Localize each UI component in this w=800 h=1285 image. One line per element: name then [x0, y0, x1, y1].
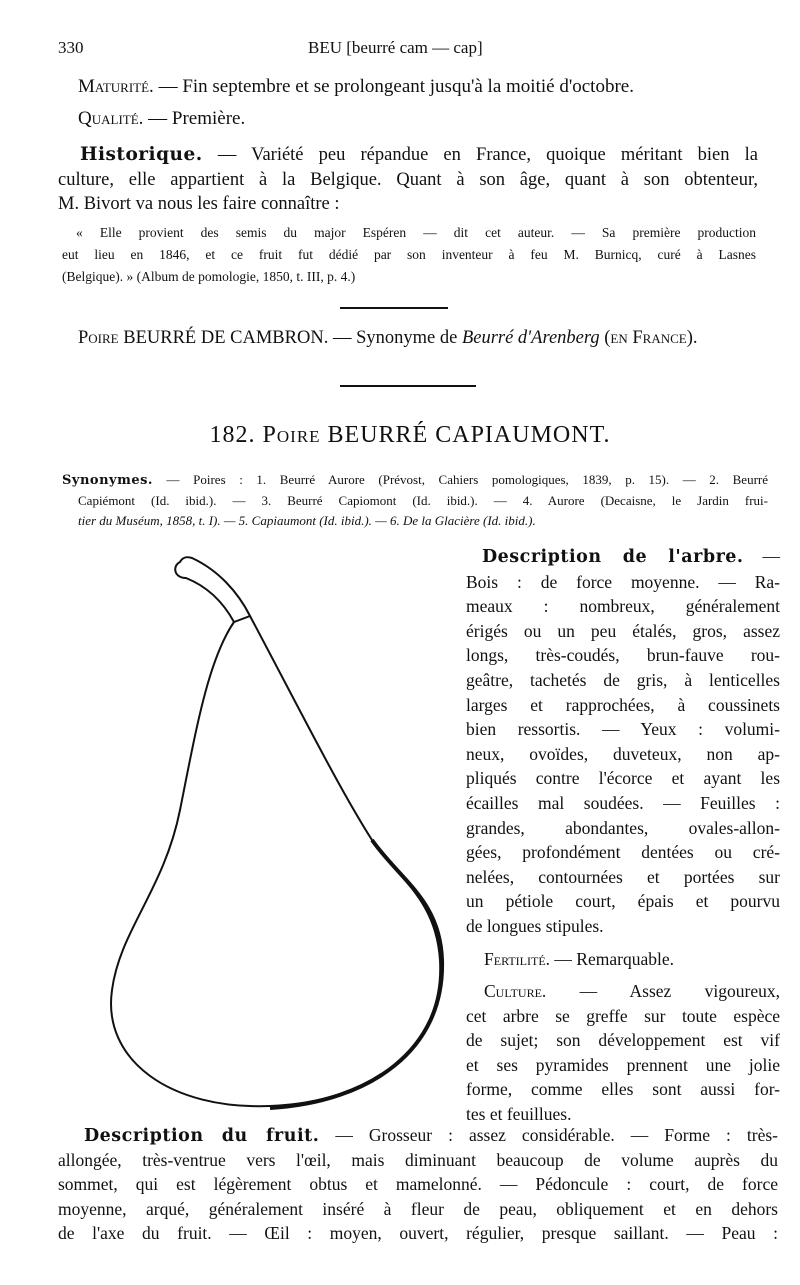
- running-title: BEU [beurré cam — cap]: [308, 38, 483, 57]
- text-line: M. Bivort va nous les faire connaître :: [58, 194, 340, 214]
- synonym-name: BEURRÉ DE CAMBRON.: [123, 328, 329, 348]
- text-line: bien ressortis. — Yeux : volumi-: [466, 719, 780, 740]
- text-line: — Grosseur : assez considérable. — Forme : très-: [319, 1125, 778, 1145]
- synonymes-paragraph: [62, 470, 768, 531]
- text-line: un pétiole court, épais et pourvu: [466, 891, 780, 912]
- synonym-ref: Beurré d'Arenberg: [461, 328, 600, 348]
- text-line: neux, ovoïdes, duveteux, non ap-: [466, 743, 780, 764]
- text-line: Bois : de force moyenne. — Ra-: [466, 571, 780, 592]
- text-line: —: [743, 546, 780, 566]
- text-line: tier du Muséum, 1858, t. I). — 5. Capiaumont (Id. ibid.). — 6. De la Glacière (Id. ibid.).: [78, 513, 536, 528]
- qualite-text: — Première.: [143, 108, 246, 129]
- entry-prefix: Poire: [262, 422, 321, 448]
- text-line: gées, profondément dentées ou cré-: [466, 842, 780, 863]
- entry-title: [0, 422, 800, 449]
- text-line: moyenne, arqué, généralement inséré à fleur de peau, obliquement et en dehors: [58, 1198, 778, 1219]
- text-line: Capiémont (Id. ibid.). — 3. Beurré Capiomont (Id. ibid.). — 4. Aurore (Decaisne, le Jardin frui-: [78, 493, 768, 508]
- text-line: cet arbre se greffe sur toute espèce: [466, 1005, 780, 1026]
- maturite-text: — Fin septembre et se prolongeant jusqu'à la moitié d'octobre.: [153, 76, 634, 97]
- text-line: de longues stipules.: [466, 915, 604, 936]
- fertilite-text: — Remarquable.: [550, 948, 674, 969]
- maturite-line: [78, 76, 700, 98]
- text-line: allongée, très-ventrue vers l'œil, mais diminuant beaucoup de volume auprès du: [58, 1150, 778, 1171]
- qualite-label: Qualité.: [78, 108, 144, 129]
- qualite-line: [78, 108, 700, 130]
- synonymes-label: Synonymes.: [62, 473, 153, 488]
- text-line: — Variété peu répandue en France, quoique méritant bien la: [202, 145, 758, 165]
- text-line: — Assez vigoureux,: [546, 981, 780, 1002]
- text-line: meaux : nombreux, généralement: [466, 596, 780, 617]
- historique-paragraph: [58, 143, 758, 217]
- fruit-paragraph: [58, 1123, 778, 1245]
- text-line: tes et feuillues.: [466, 1104, 572, 1125]
- text-line: (Belgique). » (Album de pomologie, 1850, t. III, p. 4.): [62, 269, 356, 284]
- text-line: écailles mal soudées. — Feuilles :: [466, 792, 780, 813]
- text-line: geâtre, tachetés de gris, à lenticelles: [466, 669, 780, 690]
- text-line: de sujet; son développement est vif: [466, 1030, 780, 1051]
- text-line: nelées, contournées et portées sur: [466, 866, 780, 887]
- fertilite-label: Fertilité.: [484, 948, 551, 969]
- entry-name: BEURRÉ CAPIAUMONT.: [327, 422, 611, 448]
- divider: [340, 385, 476, 387]
- maturite-label: Maturité.: [78, 76, 154, 97]
- text-line: longs, très-coudés, brun-fauve rou-: [466, 645, 780, 666]
- text-line: forme, comme elles sont aussi for-: [466, 1079, 780, 1100]
- arbre-paragraph: [466, 544, 780, 1127]
- text-line: et ses pyramides prennent une jolie: [466, 1054, 780, 1075]
- pear-illustration: [100, 550, 460, 1120]
- divider: [340, 307, 448, 309]
- text-line: culture, elle appartient à la Belgique. Quant à son âge, quant à son obtenteur,: [58, 169, 758, 190]
- text-line: érigés ou un peu étalés, gros, assez: [466, 620, 780, 641]
- synonym-prefix: Poire: [78, 328, 119, 348]
- synonym-entry: [78, 328, 698, 349]
- historique-label: Historique.: [80, 144, 203, 165]
- quote-paragraph: [62, 222, 756, 288]
- synonym-suffix: (en France).: [599, 328, 698, 348]
- text-line: « Elle provient des semis du major Espéren — dit cet auteur. — Sa première production: [76, 225, 756, 240]
- fertilite-line: [466, 947, 780, 972]
- fruit-label: Description du fruit.: [84, 1126, 320, 1146]
- culture-label: Culture.: [484, 981, 547, 1002]
- page-number: 330: [58, 38, 84, 57]
- text-line: sommet, qui est légèrement obtus et mamelonné. — Pédoncule : court, de force: [58, 1174, 778, 1195]
- text-line: grandes, abondantes, ovales-allon-: [466, 817, 780, 838]
- text-line: eut lieu en 1846, et ce fruit fut dédié par son inventeur à feu M. Burnicq, curé à Lasnes: [62, 247, 756, 262]
- text-line: — Poires : 1. Beurré Aurore (Prévost, Cahiers pomologiques, 1839, p. 15). — 2. Beurré: [152, 472, 768, 487]
- entry-number: 182.: [209, 422, 256, 448]
- text-line: pliqués contre l'écorce et ayant les: [466, 768, 780, 789]
- text-line: larges et rapprochées, à coussinets: [466, 694, 780, 715]
- arbre-label: Description de l'arbre.: [482, 547, 744, 567]
- text-line: de l'axe du fruit. — Œil : moyen, ouvert, régulier, presque saillant. — Peau :: [58, 1222, 778, 1243]
- synonym-text: — Synonyme de: [328, 328, 462, 348]
- running-header: [58, 38, 768, 58]
